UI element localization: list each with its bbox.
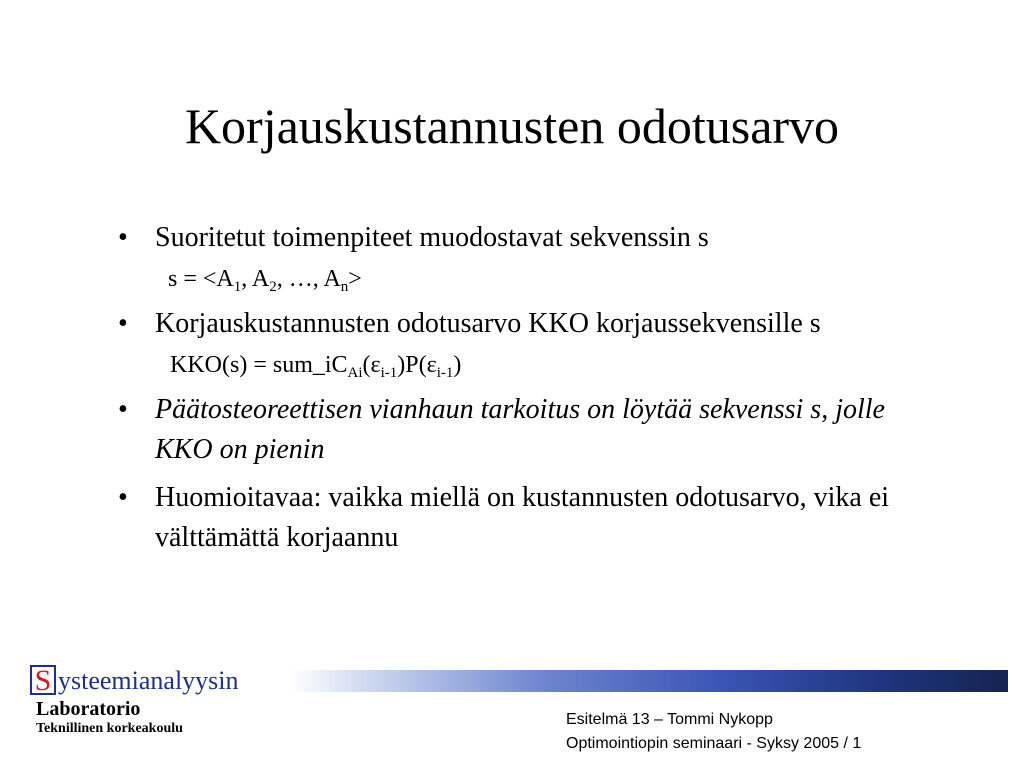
bullet-text: Korjauskustannusten odotusarvo KKO korjaussekvensille s (155, 308, 821, 339)
logo-laboratorio: Laboratorio (36, 698, 141, 720)
bullet-text: Päätosteoreettisen vianhaun tarkoitus on löytää sekvenssi s, jolle KKO on pienin (155, 394, 885, 465)
bullet-item (118, 390, 938, 470)
bullet-list (118, 218, 938, 566)
formula-subscript: i-1 (380, 365, 398, 381)
formula-subscript: 1 (233, 279, 242, 295)
kko-formula (118, 348, 938, 382)
logo-word: ysteemianalyysin (58, 666, 239, 695)
formula-part: , …, A (276, 266, 341, 292)
bullet-text: Huomioitavaa: vaikka miellä on kustannusten odotusarvo, vika ei välttämättä korjaannu (155, 482, 890, 553)
sequence-formula (118, 262, 938, 296)
formula-part: , A (241, 266, 270, 292)
footer-seminar: Optimointiopin seminaari - Syksy 2005 / 1 (566, 735, 862, 752)
bullet-icon: • (118, 394, 128, 425)
bullet-item (118, 304, 938, 344)
slide-title: Korjauskustannusten odotusarvo (184, 98, 840, 154)
bullet-icon: • (118, 308, 128, 339)
bullet-item (118, 218, 938, 258)
formula-part: (ε (362, 352, 381, 378)
formula-part: )P(ε (397, 352, 437, 378)
formula-subscript: Ai (347, 365, 363, 381)
formula-part: > (348, 266, 362, 292)
formula-part: s = <A (168, 266, 234, 292)
bullet-icon: • (118, 222, 128, 253)
footer-presentation: Esitelmä 13 – Tommi Nykopp (566, 711, 773, 728)
bullet-text: Suoritetut toimenpiteet muodostavat sekvenssin s (155, 222, 709, 253)
formula-subscript: i-1 (436, 365, 454, 381)
bullet-icon: • (118, 482, 128, 513)
bullet-item (118, 478, 938, 558)
formula-part: KKO(s) = sum_iC (170, 352, 348, 378)
logo-university: Teknillinen korkeakoulu (36, 721, 183, 736)
formula-part: ) (453, 352, 462, 378)
formula-subscript: n (340, 279, 349, 295)
logo-letter: S (30, 665, 56, 695)
footer-info (566, 708, 861, 756)
formula-subscript: 2 (269, 279, 277, 295)
footer-gradient-bar (290, 670, 1008, 692)
